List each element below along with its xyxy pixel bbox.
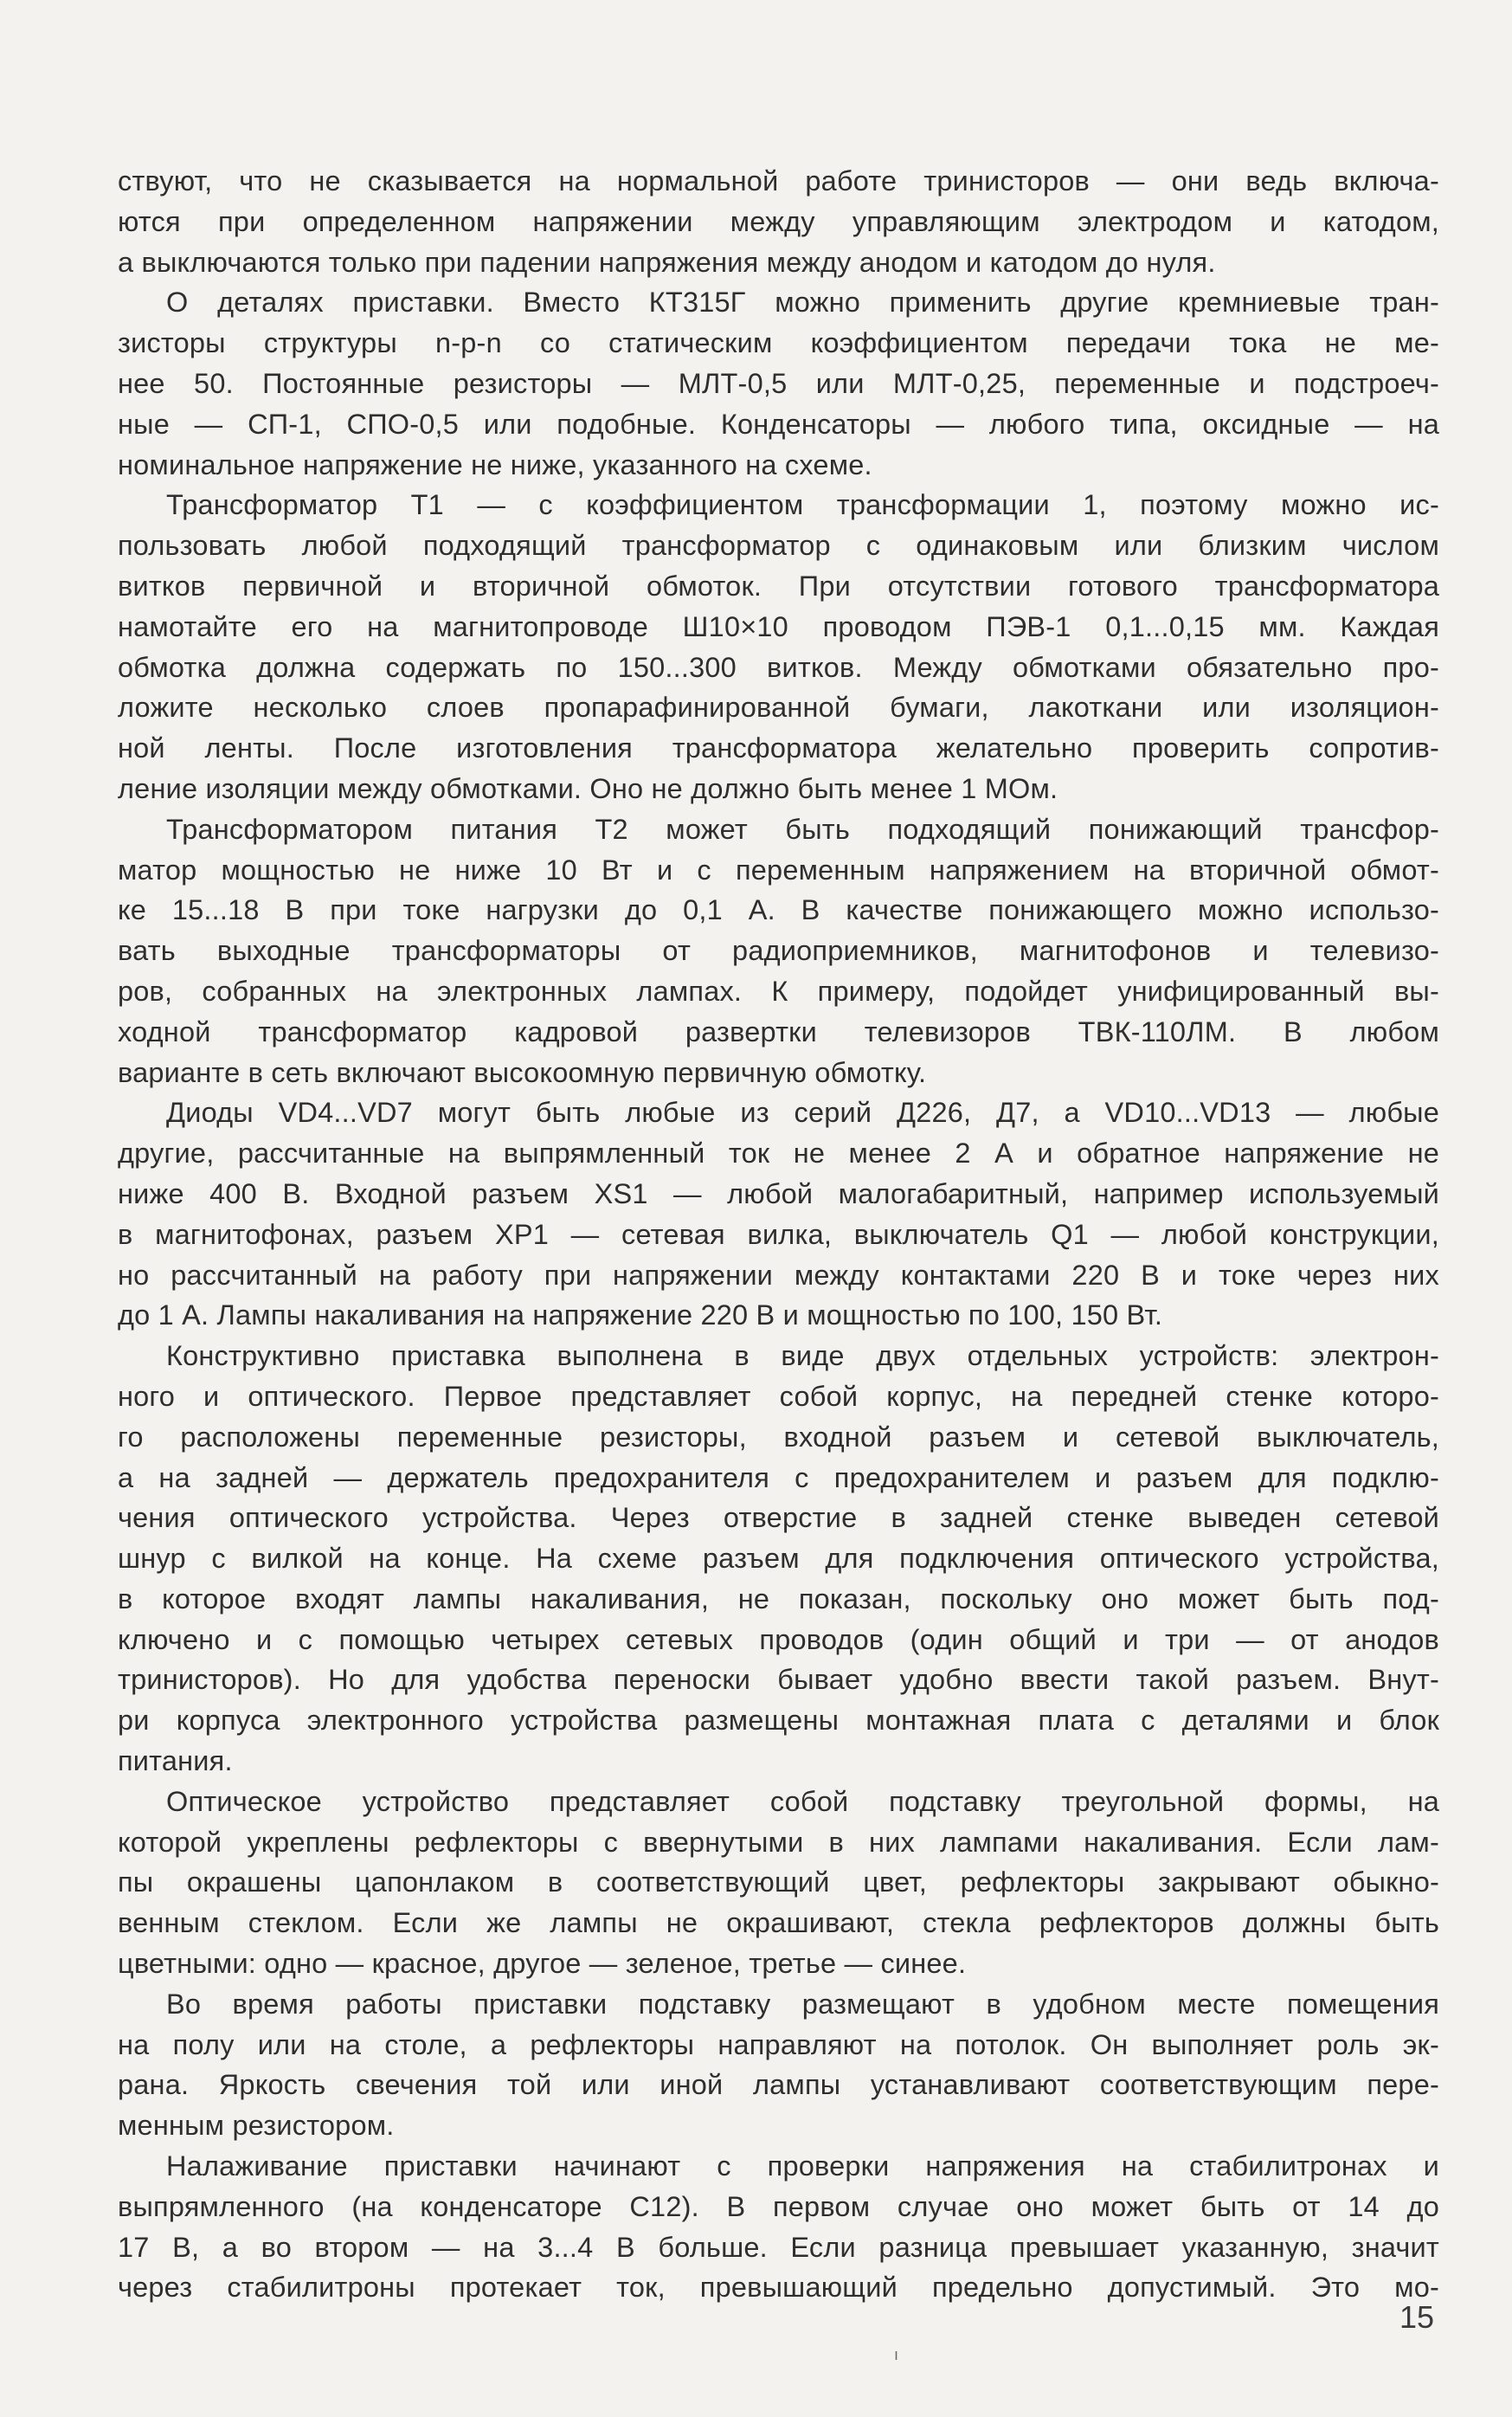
text-line: на полу или на столе, а рефлекторы направляют на потолок. Он выполняет роль эк-: [118, 2028, 1439, 2060]
text-line: в которое входят лампы накаливания, не показан, поскольку оно может быть под-: [118, 1582, 1439, 1615]
text-line: Диоды VD4...VD7 могут быть любые из серий Д226, Д7, а VD10...VD13 — любые: [166, 1097, 1439, 1129]
text-line: О деталях приставки. Вместо КТ315Г можно применить другие кремниевые тран-: [166, 287, 1439, 319]
text-line: чения оптического устройства. Через отверстие в задней стенке выведен сетевой: [118, 1502, 1439, 1534]
text-line: Трансформатор T1 — с коэффициентом трансформации 1, поэтому можно ис-: [166, 489, 1439, 521]
text-line: пользовать любой подходящий трансформатор с одинаковым или близким числом: [118, 530, 1439, 562]
text-line: обмотка должна содержать по 150...300 витков. Между обмотками обязательно про-: [118, 651, 1439, 683]
paragraph: [118, 282, 1439, 485]
text-line: ются при определенном напряжении между управляющим электродом и катодом,: [118, 205, 1439, 237]
text-line: ключено и с помощью четырех сетевых проводов (один общий и три — от анодов: [118, 1623, 1439, 1655]
text-line: зисторы структуры n-p-n со статическим коэффициентом передачи тока не ме-: [118, 327, 1439, 359]
text-line: выпрямленного (на конденсаторе C12). В первом случае оно может быть от 14 до: [118, 2190, 1439, 2222]
text-line: 17 В, а во втором — на 3...4 В больше. Если разница превышает указанную, значит: [118, 2231, 1439, 2263]
text-line: ствуют, что не сказывается на нормальной работе тринисторов — они ведь включа-: [118, 165, 1439, 197]
text-line: Во время работы приставки подставку размещают в удобном месте помещения: [166, 1988, 1439, 2020]
text-line: менным резистором.: [118, 2110, 395, 2142]
text-line: ной ленты. После изготовления трансформатора желательно проверить сопротив-: [118, 732, 1439, 764]
text-line: но рассчитанный на работу при напряжении между контактами 220 В и токе через них: [118, 1259, 1439, 1291]
text-line: в магнитофонах, разъем XP1 — сетевая вилка, выключатель Q1 — любой конструкции,: [118, 1218, 1439, 1250]
text-line: ные — СП-1, СПО-0,5 или подобные. Конденсаторы — любого типа, оксидные — на: [118, 408, 1439, 440]
text-line: пы окрашены цапонлаком в соответствующий цвет, рефлекторы закрывают обыкно-: [118, 1866, 1439, 1898]
paragraph: [118, 1782, 1439, 1984]
text-line: нее 50. Постоянные резисторы — МЛТ-0,5 или МЛТ-0,25, переменные и подстроеч-: [118, 367, 1439, 399]
text-line: ложите несколько слоев пропарафинированной бумаги, лакоткани или изоляцион-: [118, 692, 1439, 724]
text-line: рана. Яркость свечения той или иной лампы устанавливают соответствующим пере-: [118, 2069, 1439, 2101]
text-line: через стабилитроны протекает ток, превышающий предельно допустимый. Это мо-: [118, 2272, 1439, 2304]
text-line: Конструктивно приставка выполнена в виде двух отдельных устройств: электрон-: [166, 1340, 1439, 1372]
paragraph: [118, 1984, 1439, 2146]
text-line: до 1 А. Лампы накаливания на напряжение 220 В и мощностью по 100, 150 Вт.: [118, 1299, 1163, 1331]
text-line: другие, рассчитанные на выпрямленный ток не менее 2 А и обратное напряжение не: [118, 1138, 1439, 1170]
text-line: го расположены переменные резисторы, входной разъем и сетевой выключатель,: [118, 1421, 1439, 1453]
paragraph: [118, 1336, 1439, 1782]
text-line: а выключаются только при падении напряжения между анодом и катодом до нуля.: [118, 246, 1216, 278]
text-line: цветными: одно — красное, другое — зеленое, третье — синее.: [118, 1948, 967, 1980]
text-line: ление изоляции между обмотками. Оно не должно быть менее 1 МОм.: [118, 772, 1058, 804]
paragraph: [118, 1092, 1439, 1336]
text-line: варианте в сеть включают высокоомную первичную обмотку.: [118, 1056, 927, 1088]
text-line: Трансформатором питания T2 может быть подходящий понижающий трансфор-: [166, 813, 1439, 845]
text-line: ров, собранных на электронных лампах. К примеру, подойдет унифицированный вы-: [118, 975, 1439, 1007]
text-line: которой укреплены рефлекторы с ввернутыми в них лампами накаливания. Если лам-: [118, 1826, 1439, 1858]
text-line: номинальное напряжение не ниже, указанного на схеме.: [118, 448, 872, 480]
text-line: ного и оптического. Первое представляет собой корпус, на передней стенке которо-: [118, 1380, 1439, 1412]
paragraph: [118, 2146, 1439, 2308]
paragraph: [118, 485, 1439, 809]
text-line: вать выходные трансформаторы от радиоприемников, магнитофонов и телевизо-: [118, 935, 1439, 967]
text-line: питания.: [118, 1745, 233, 1777]
text-line: Налаживание приставки начинают с проверки напряжения на стабилитронах и: [166, 2150, 1439, 2182]
text-line: ходной трансформатор кадровой развертки телевизоров ТВК-110ЛМ. В любом: [118, 1015, 1439, 1047]
text-line: ниже 400 В. Входной разъем XS1 — любой малогабаритный, например используемый: [118, 1177, 1439, 1209]
text-line: матор мощностью не ниже 10 Вт и с переменным напряжением на вторичной обмот-: [118, 854, 1439, 886]
text-line: а на задней — держатель предохранителя с предохранителем и разъем для подклю-: [118, 1461, 1439, 1493]
text-line: намотайте его на магнитопроводе Ш10×10 проводом ПЭВ-1 0,1...0,15 мм. Каждая: [118, 610, 1439, 642]
text-line: венным стеклом. Если же лампы не окрашивают, стекла рефлекторов должны быть: [118, 1907, 1439, 1939]
text-line: ке 15...18 В при токе нагрузки до 0,1 А. В качестве понижающего можно использо-: [118, 894, 1439, 926]
page-number: 15: [1399, 2299, 1434, 2335]
text-line: ри корпуса электронного устройства размещены монтажная плата с деталями и блок: [118, 1705, 1439, 1737]
scan-speck: ı: [894, 2346, 899, 2363]
paragraph: [118, 809, 1439, 1093]
text-line: тринисторов). Но для удобства переноски бывает удобно ввести такой разъем. Внут-: [118, 1664, 1439, 1696]
text-line: витков первичной и вторичной обмоток. При отсутствии готового трансформатора: [118, 570, 1439, 602]
text-line: Оптическое устройство представляет собой подставку треугольной формы, на: [166, 1785, 1439, 1817]
text-line: шнур с вилкой на конце. На схеме разъем для подключения оптического устройства,: [118, 1543, 1439, 1575]
body-text: [118, 161, 1439, 2308]
paragraph: [118, 161, 1439, 282]
